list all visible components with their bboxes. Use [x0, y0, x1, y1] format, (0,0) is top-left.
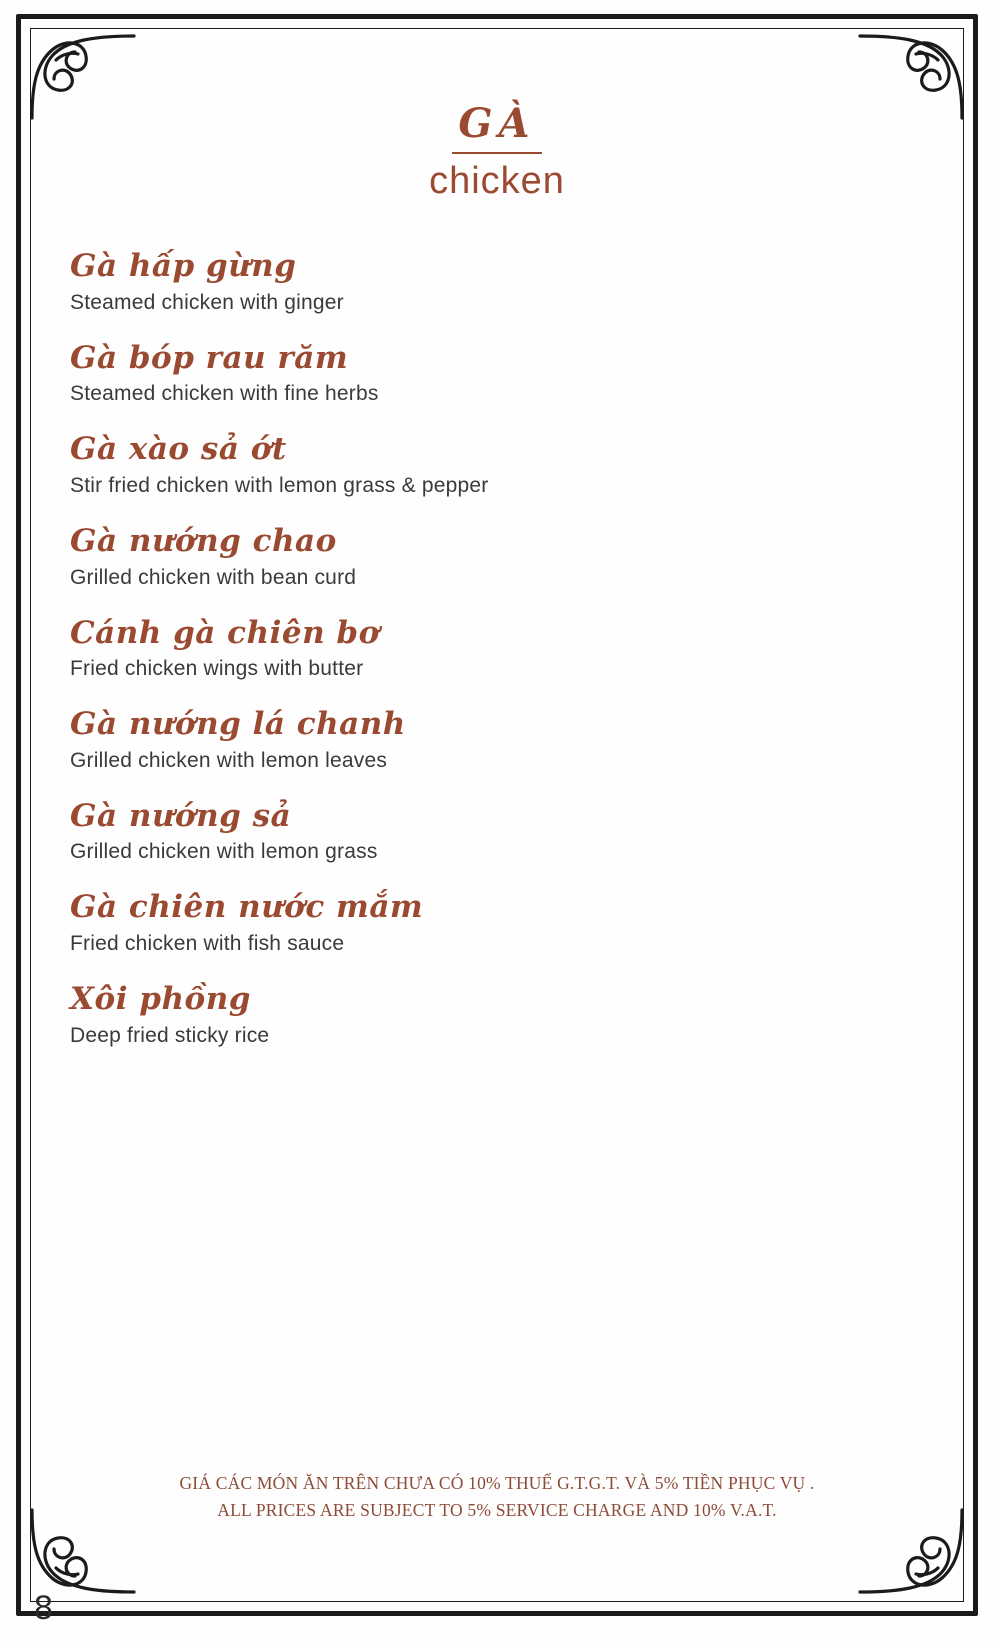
menu-item-name-vietnamese: Gà bóp rau răm — [70, 339, 349, 376]
page-number: 8 — [34, 1589, 53, 1627]
menu-item-name-english: Fried chicken wings with butter — [70, 657, 364, 681]
menu-item-name-vietnamese: Gà nướng chao — [70, 522, 337, 559]
menu-item-name-vietnamese: Xôi phồng — [70, 981, 251, 1018]
disclaimer-line-vietnamese: GIÁ CÁC MÓN ĂN TRÊN CHƯA CÓ 10% THUẾ G.T.G.T. VÀ 5% TIỀN PHỤC VỤ . — [179, 1472, 815, 1493]
menu-item-name-english: Grilled chicken with lemon leaves — [70, 748, 388, 772]
menu-item-name-vietnamese: Gà xào sả ớt — [70, 431, 287, 468]
menu-item — [70, 890, 932, 956]
price-disclaimer — [62, 1470, 932, 1524]
menu-item-name-vietnamese: Gà nướng sả — [70, 797, 292, 834]
menu-item-name-english: Grilled chicken with bean curd — [70, 565, 357, 589]
menu-item-name-english: Fried chicken with fish sauce — [70, 932, 345, 956]
disclaimer-line-english: ALL PRICES ARE SUBJECT TO 5% SERVICE CHARGE AND 10% V.A.T. — [217, 1499, 777, 1520]
menu-item — [70, 616, 932, 682]
menu-item — [70, 799, 932, 865]
menu-item-name-english: Deep fried sticky rice — [70, 1023, 270, 1047]
menu-item — [70, 249, 932, 315]
section-title-english: chicken — [429, 160, 565, 202]
menu-item — [70, 524, 932, 590]
menu-item-name-vietnamese: Gà chiên nước mắm — [70, 889, 424, 926]
menu-item-name-vietnamese: Gà hấp gừng — [70, 248, 297, 284]
menu-item-name-english: Grilled chicken with lemon grass — [70, 840, 378, 864]
menu-item — [70, 341, 932, 407]
section-header — [62, 102, 932, 203]
menu-item-name-vietnamese: Gà nướng lá chanh — [70, 706, 406, 743]
menu-item — [70, 982, 932, 1048]
menu-item-name-english: Stir fried chicken with lemon grass & pepper — [70, 473, 489, 497]
menu-item-name-english: Steamed chicken with ginger — [70, 290, 344, 314]
menu-item — [70, 707, 932, 773]
section-title-vietnamese: GÀ — [452, 102, 541, 154]
menu-item-name-vietnamese: Cánh gà chiên bơ — [70, 614, 380, 651]
menu-item — [70, 432, 932, 498]
menu-item-name-english: Steamed chicken with fine herbs — [70, 382, 379, 406]
menu-content — [62, 80, 932, 1562]
menu-item-list — [62, 249, 932, 1048]
